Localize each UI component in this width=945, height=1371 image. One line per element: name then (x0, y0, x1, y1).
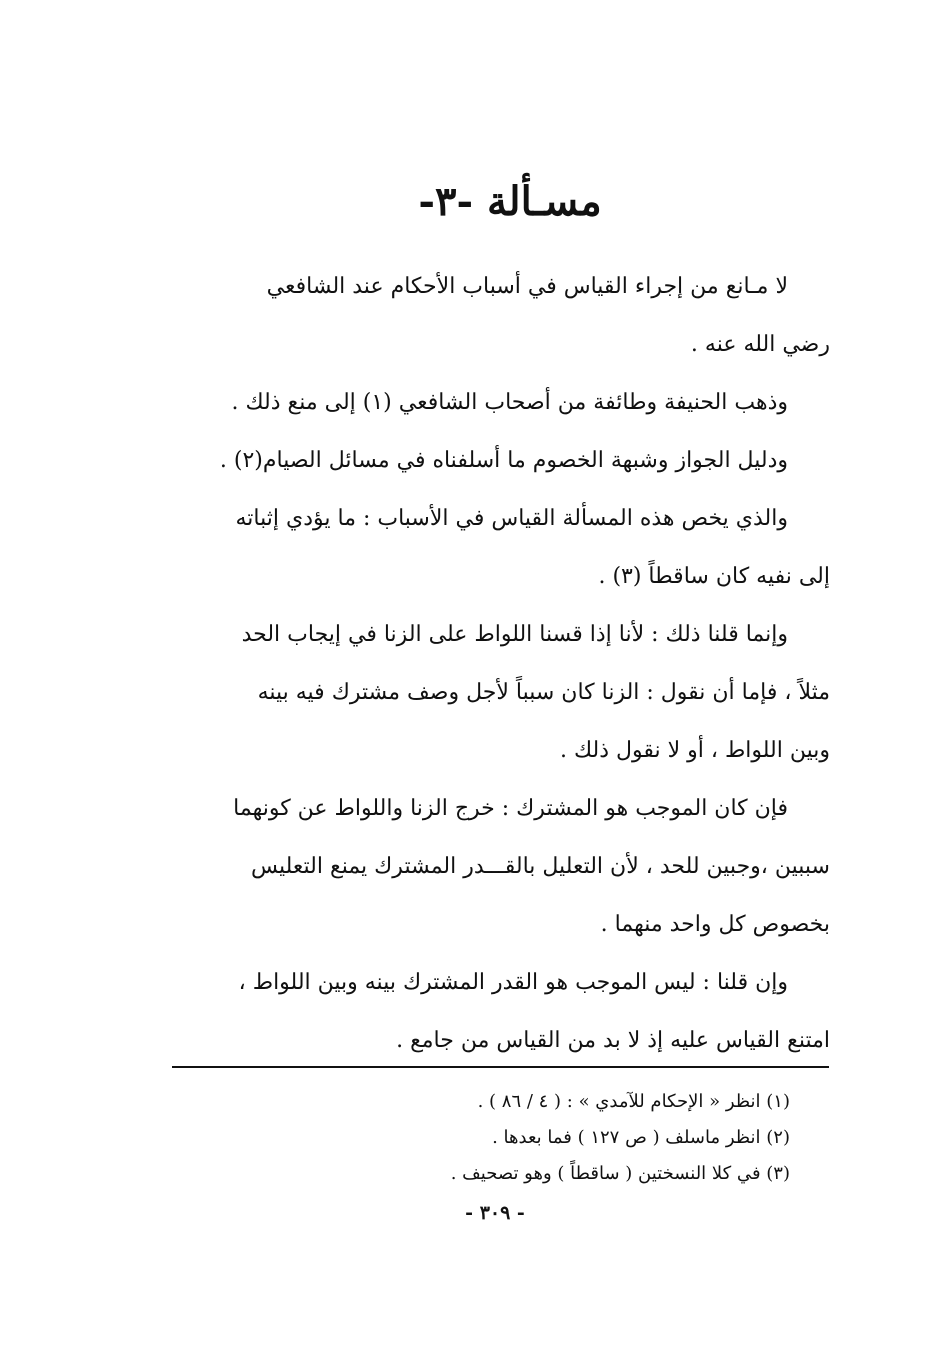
paragraph-1-line-2: رضي الله عنه . (690, 332, 830, 357)
body-text (180, 258, 830, 1070)
paragraph-7-line-1: وإن قلنا : ليس الموجب هو القدر المشترك بينه وبين اللواط ، (238, 970, 788, 995)
page-number: - ٣٠٩ - (465, 1202, 525, 1224)
section-heading: مسـألة -٣- (418, 178, 602, 225)
paragraph-2-line-1: وذهب الحنيفة وطائفة من أصحاب الشافعي (١) إلى منع ذلك . (231, 390, 788, 415)
paragraph-6-line-2: سببين ،وجبين للحد ، لأن التعليل بالقـــدر المشترك يمنع التعليس (250, 854, 830, 879)
footnote-1: (١) انظر « الإحكام للآمدي » : ( ٤ / ٨٦ ) . (477, 1091, 790, 1112)
paragraph-7-line-2: امتنع القياس عليه إذ لا بد من القياس من جامع . (396, 1028, 830, 1053)
paragraph-4-line-2: إلى نفيه كان ساقطاً (٣) . (598, 564, 830, 589)
paragraph-6-line-1: فإن كان الموجب هو المشترك : خرج الزنا واللواط عن كونهما (233, 796, 788, 821)
paragraph-5-line-1: وإنما قلنا ذلك : لأنا إذا قسنا اللواط على الزنا في إيجاب الحد (241, 622, 788, 647)
paragraph-4-line-1: والذي يخص هذه المسألة القياس في الأسباب : ما يؤدي إثباته (235, 506, 788, 531)
paragraph-6-line-3: بخصوص كل واحد منهما . (600, 912, 830, 937)
footnote-divider (172, 1066, 829, 1068)
paragraph-5-line-3: وبين اللواط ، أو لا نقول ذلك . (559, 738, 830, 763)
paragraph-3-line-1: ودليل الجواز وشبهة الخصوم ما أسلفناه في مسائل الصيام(٢) . (219, 448, 788, 473)
footnote-3: (٣) في كلا النسختين ( ساقطاً ) وهو تصحيف . (450, 1163, 790, 1184)
footnote-2: (٢) انظر ماسلف ( ص ١٢٧ ) فما بعدها . (492, 1127, 790, 1148)
paragraph-1-line-1: لا مـانع من إجراء القياس في أسباب الأحكام عند الشافعي (266, 274, 788, 299)
footnotes (340, 1084, 790, 1192)
paragraph-5-line-2: مثلاً ، فإما أن نقول : الزنا كان سبباً لأجل وصف مشترك فيه بينه (257, 680, 830, 705)
